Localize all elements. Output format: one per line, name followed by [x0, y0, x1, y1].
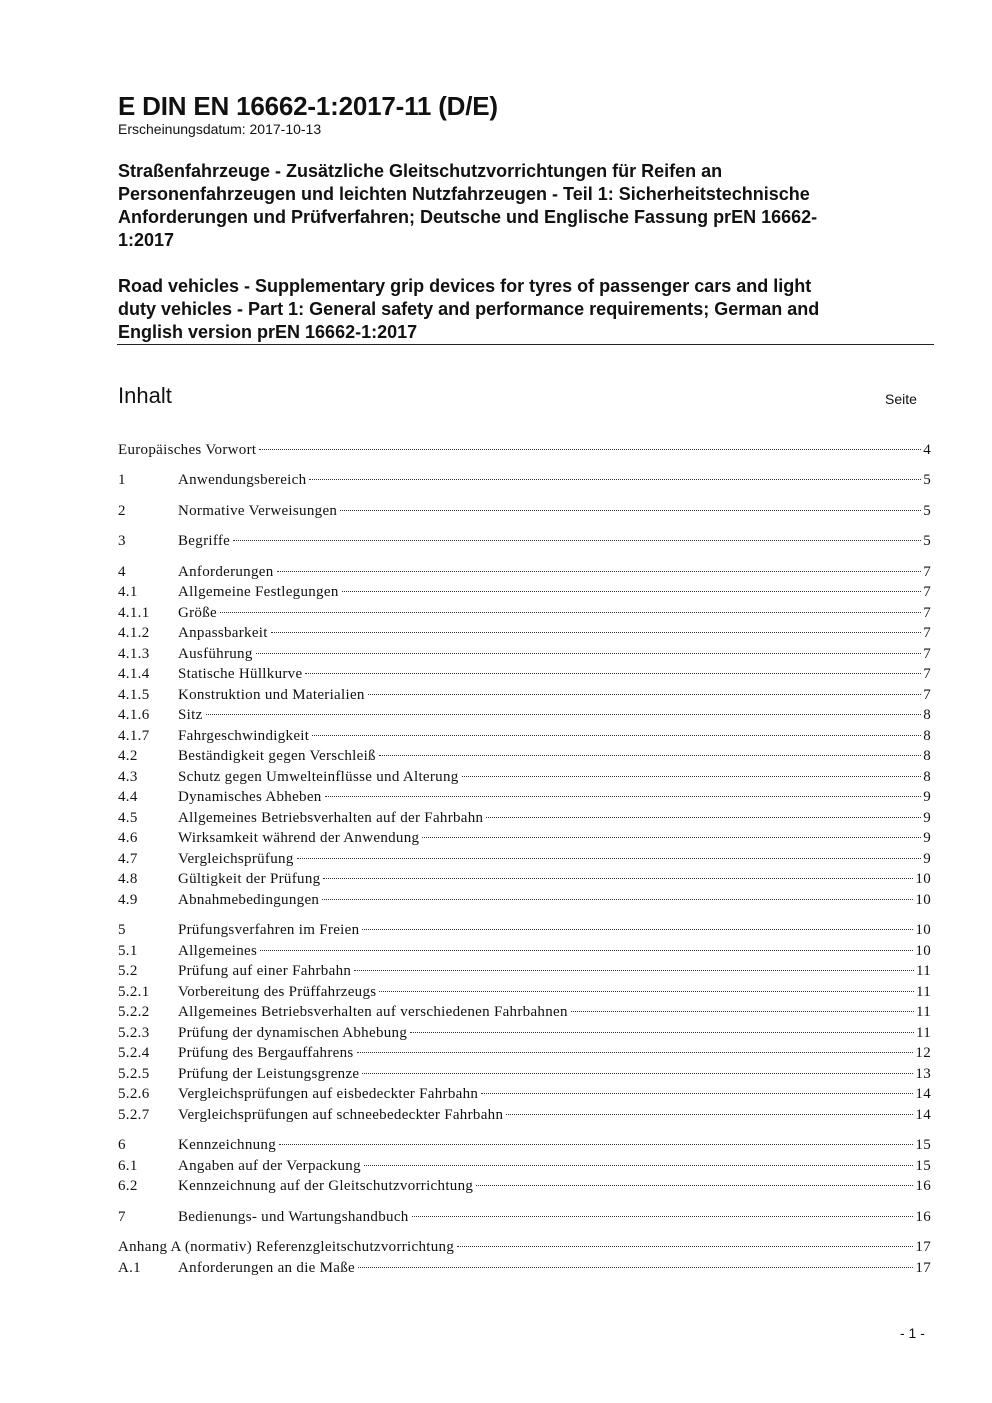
toc-dot-leader — [256, 653, 922, 654]
toc-entry-page: 8 — [923, 748, 931, 764]
toc-entry-page: 10 — [915, 922, 931, 938]
toc-entry[interactable] — [118, 920, 931, 940]
toc-entry[interactable] — [118, 501, 931, 521]
toc-entry-number: 3 — [118, 533, 126, 549]
toc-entry-title: Allgemeines — [178, 943, 258, 959]
toc-entry[interactable] — [118, 982, 931, 1002]
toc-entry-title: Prüfung des Bergauffahrens — [178, 1045, 354, 1061]
toc-entry-title: Größe — [178, 605, 217, 621]
toc-dot-leader — [412, 1216, 914, 1217]
toc-entry-number: 5.2.2 — [118, 1004, 150, 1020]
toc-entry-page: 7 — [923, 564, 931, 580]
toc-dot-leader — [259, 449, 921, 450]
toc-entry[interactable] — [118, 1023, 931, 1043]
toc-entry[interactable] — [118, 1258, 931, 1278]
toc-dot-leader — [260, 950, 913, 951]
german-title-line: Anforderungen und Prüfverfahren; Deutsche und Englische Fassung prEN 16662- — [118, 207, 818, 227]
toc-entry-number: 4.1.2 — [118, 625, 150, 641]
toc-entry-number: 4.9 — [118, 892, 138, 908]
toc-entry[interactable] — [118, 685, 931, 705]
toc-entry-title: Angaben auf der Verpackung — [178, 1158, 361, 1174]
toc-entry-number: 6.1 — [118, 1158, 138, 1174]
toc-dot-leader — [422, 837, 921, 838]
toc-entry[interactable] — [118, 828, 931, 848]
toc-dot-leader — [462, 776, 922, 777]
toc-dot-leader — [312, 735, 921, 736]
toc-entry-number: 4.4 — [118, 789, 138, 805]
toc-dot-leader — [362, 929, 913, 930]
english-title-line: duty vehicles - Part 1: General safety and performance requirements; German and — [118, 299, 820, 319]
toc-entry-number: 5.2.7 — [118, 1107, 150, 1123]
toc-entry-page: 10 — [915, 871, 931, 887]
toc-entry-page: 7 — [923, 666, 931, 682]
toc-dot-leader — [410, 1032, 914, 1033]
toc-entry-title: Statische Hüllkurve — [178, 666, 303, 682]
toc-entry-page: 9 — [923, 789, 931, 805]
toc-entry-title: Allgemeine Festlegungen — [178, 584, 339, 600]
toc-entry-title: Anwendungsbereich — [178, 472, 307, 488]
toc-entry[interactable] — [118, 562, 931, 582]
toc-entry-number: 5.2.4 — [118, 1045, 150, 1061]
toc-entry-number: 5.1 — [118, 943, 138, 959]
toc-entry-title: Ausführung — [178, 646, 253, 662]
toc-entry-page: 7 — [923, 687, 931, 703]
publication-date: Erscheinungsdatum: 2017-10-13 — [118, 121, 322, 137]
toc-entry-number: 5.2.3 — [118, 1025, 150, 1041]
toc-entry-title: Prüfungsverfahren im Freien — [178, 922, 360, 938]
toc-entry-title: Anforderungen — [178, 564, 274, 580]
toc-dot-leader — [486, 817, 921, 818]
toc-entry[interactable] — [118, 1084, 931, 1104]
toc-entry-page: 8 — [923, 769, 931, 785]
toc-entry[interactable] — [118, 869, 931, 889]
toc-dot-leader — [342, 591, 922, 592]
toc-entry-page: 12 — [915, 1045, 931, 1061]
toc-entry[interactable] — [118, 767, 931, 787]
toc-entry[interactable] — [118, 746, 931, 766]
toc-entry-page: 13 — [915, 1066, 931, 1082]
toc-entry-number: 5.2.1 — [118, 984, 150, 1000]
toc-entry-number: 1 — [118, 472, 126, 488]
toc-entry-number: 4.6 — [118, 830, 138, 846]
toc-dot-leader — [354, 970, 914, 971]
toc-entry-title: Vergleichsprüfungen auf schneebedeckter Fahrbahn — [178, 1107, 504, 1123]
toc-entry-title: Begriffe — [178, 533, 231, 549]
toc-entry[interactable] — [118, 1176, 931, 1196]
toc-dot-leader — [309, 479, 921, 480]
toc-entry-title: Abnahmebedingungen — [178, 892, 320, 908]
toc-entry-title: Bedienungs- und Wartungshandbuch — [178, 1209, 409, 1225]
toc-entry[interactable] — [118, 849, 931, 869]
toc-entry-page: 15 — [915, 1158, 931, 1174]
toc-dot-leader — [476, 1185, 913, 1186]
toc-entry-number: 5.2.6 — [118, 1086, 150, 1102]
toc-entry[interactable] — [118, 1064, 931, 1084]
toc-entry[interactable] — [118, 1135, 931, 1155]
toc-entry-title: Kennzeichnung auf der Gleitschutzvorrichtung — [178, 1178, 474, 1194]
toc-entry-title: Schutz gegen Umwelteinflüsse und Alterung — [178, 769, 459, 785]
toc-dot-leader — [325, 796, 922, 797]
toc-entry-title: Prüfung der dynamischen Abhebung — [178, 1025, 408, 1041]
german-title-line: Personenfahrzeugen und leichten Nutzfahrzeugen - Teil 1: Sicherheitstechnische — [118, 184, 810, 204]
toc-entry-title: Prüfung auf einer Fahrbahn — [178, 963, 352, 979]
toc-dot-leader — [379, 991, 914, 992]
toc-entry[interactable] — [118, 1043, 931, 1063]
toc-dot-leader — [368, 694, 921, 695]
toc-dot-leader — [364, 1165, 914, 1166]
toc-entry[interactable] — [118, 440, 931, 460]
toc-entry-number: 4.5 — [118, 810, 138, 826]
toc-entry-number: 4.1.1 — [118, 605, 150, 621]
toc-dot-leader — [323, 878, 913, 879]
toc-entry-number: 6 — [118, 1137, 126, 1153]
toc-entry-number: 4.8 — [118, 871, 138, 887]
toc-entry-title: Sitz — [178, 707, 203, 723]
toc-entry-page: 16 — [915, 1209, 931, 1225]
toc-entry[interactable] — [118, 1156, 931, 1176]
english-title-line: Road vehicles - Supplementary grip devices for tyres of passenger cars and light — [118, 276, 812, 296]
toc-dot-leader — [358, 1267, 913, 1268]
toc-entry-title: Vergleichsprüfung — [178, 851, 294, 867]
toc-entry-page: 15 — [915, 1137, 931, 1153]
toc-entry-page: 5 — [923, 533, 931, 549]
toc-dot-leader — [506, 1114, 913, 1115]
toc-dot-leader — [297, 858, 922, 859]
toc-entry-title: Wirksamkeit während der Anwendung — [178, 830, 420, 846]
toc-entry-page: 14 — [915, 1086, 931, 1102]
toc-entry[interactable] — [118, 1237, 931, 1257]
toc-entry[interactable] — [118, 1207, 931, 1227]
toc-page-column-heading: Seite — [885, 391, 917, 407]
toc-entry[interactable] — [118, 941, 931, 961]
toc-entry-page: 10 — [915, 943, 931, 959]
toc-entry-title: Gültigkeit der Prüfung — [178, 871, 321, 887]
toc-entry-title: Allgemeines Betriebsverhalten auf der Fahrbahn — [178, 810, 484, 826]
toc-entry-number: 5.2.5 — [118, 1066, 150, 1082]
toc-entry-page: 17 — [915, 1239, 931, 1255]
toc-dot-leader — [279, 1144, 913, 1145]
toc-dot-leader — [271, 632, 921, 633]
toc-entry-number: 4.1.7 — [118, 728, 150, 744]
toc-entry-page: 10 — [915, 892, 931, 908]
toc-entry[interactable] — [118, 961, 931, 981]
toc-entry[interactable] — [118, 623, 931, 643]
toc-entry-page: 7 — [923, 646, 931, 662]
toc-entry-page: 5 — [923, 472, 931, 488]
toc-entry-title: Dynamisches Abheben — [178, 789, 322, 805]
toc-dot-leader — [277, 571, 922, 572]
toc-entry-number: 4.1 — [118, 584, 138, 600]
toc-entry-number: 2 — [118, 503, 126, 519]
toc-entry-page: 8 — [923, 707, 931, 723]
toc-entry-number: 5 — [118, 922, 126, 938]
toc-entry-page: 11 — [915, 984, 931, 1000]
toc-entry-number: 4.7 — [118, 851, 138, 867]
toc-entry[interactable] — [118, 726, 931, 746]
toc-dot-leader — [322, 899, 913, 900]
toc-entry[interactable] — [118, 664, 931, 684]
toc-entry-title: Kennzeichnung — [178, 1137, 277, 1153]
toc-entry-page: 5 — [923, 503, 931, 519]
toc-entry-title: Normative Verweisungen — [178, 503, 338, 519]
document-id: E DIN EN 16662-1:2017-11 (D/E) — [118, 91, 498, 121]
toc-entry-number: 4 — [118, 564, 126, 580]
german-title-line: 1:2017 — [118, 230, 175, 250]
toc-entry-title: Anhang A (normativ) Referenzgleitschutzvorrichtung — [118, 1239, 455, 1255]
toc-entry[interactable] — [118, 582, 931, 602]
toc-entry[interactable] — [118, 808, 931, 828]
toc-entry-title: Anforderungen an die Maße — [178, 1260, 356, 1276]
toc-entry-number: 5.2 — [118, 963, 138, 979]
toc-entry-page: 9 — [923, 851, 931, 867]
toc-entry[interactable] — [118, 603, 931, 623]
toc-entry-title: Europäisches Vorwort — [118, 442, 257, 458]
toc-entry-page: 11 — [915, 963, 931, 979]
toc-dot-leader — [220, 612, 921, 613]
toc-entry-number: 4.1.4 — [118, 666, 150, 682]
toc-entry-title: Vorbereitung des Prüffahrzeugs — [178, 984, 377, 1000]
toc-entry-page: 11 — [915, 1004, 931, 1020]
toc-entry[interactable] — [118, 644, 931, 664]
toc-entry-number: A.1 — [118, 1260, 141, 1276]
toc-entry-number: 4.1.3 — [118, 646, 150, 662]
toc-dot-leader — [305, 673, 921, 674]
toc-heading: Inhalt — [118, 383, 172, 408]
toc-dot-leader — [481, 1093, 913, 1094]
toc-entry-page: 4 — [923, 442, 931, 458]
toc-entry-page: 7 — [923, 625, 931, 641]
toc-entry[interactable] — [118, 531, 931, 551]
toc-entry-title: Beständigkeit gegen Verschleiß — [178, 748, 376, 764]
english-title-line: English version prEN 16662-1:2017 — [118, 322, 418, 342]
toc-entry[interactable] — [118, 1105, 931, 1125]
toc-entry-number: 4.1.6 — [118, 707, 150, 723]
toc-entry-title: Konstruktion und Materialien — [178, 687, 365, 703]
toc-entry[interactable] — [118, 705, 931, 725]
toc-entry-title: Anpassbarkeit — [178, 625, 268, 641]
toc-dot-leader — [357, 1052, 914, 1053]
toc-entry-title: Vergleichsprüfungen auf eisbedeckter Fahrbahn — [178, 1086, 479, 1102]
toc-entry[interactable] — [118, 787, 931, 807]
german-title-line: Straßenfahrzeuge - Zusätzliche Gleitschutzvorrichtungen für Reifen an — [118, 161, 723, 181]
toc-entry-page: 16 — [915, 1178, 931, 1194]
toc-dot-leader — [233, 540, 921, 541]
toc-dot-leader — [571, 1011, 914, 1012]
toc-dot-leader — [379, 755, 921, 756]
toc-entry[interactable] — [118, 1002, 931, 1022]
toc-entry-page: 7 — [923, 605, 931, 621]
toc-entry-title: Fahrgeschwindigkeit — [178, 728, 310, 744]
toc-entry-page: 9 — [923, 810, 931, 826]
toc-entry-page: 7 — [923, 584, 931, 600]
toc-entry-title: Prüfung der Leistungsgrenze — [178, 1066, 360, 1082]
toc-entry-number: 7 — [118, 1209, 126, 1225]
page-number: - 1 - — [900, 1325, 925, 1341]
toc-entry-number: 4.3 — [118, 769, 138, 785]
toc-entry-page: 8 — [923, 728, 931, 744]
toc-dot-leader — [340, 510, 921, 511]
toc-dot-leader — [206, 714, 922, 715]
toc-dot-leader — [457, 1246, 913, 1247]
toc-entry-page: 9 — [923, 830, 931, 846]
toc-entry-number: 6.2 — [118, 1178, 138, 1194]
toc-dot-leader — [362, 1073, 913, 1074]
toc-entry[interactable] — [118, 890, 931, 910]
toc-entry-page: 11 — [915, 1025, 931, 1041]
toc-entry-page: 17 — [915, 1260, 931, 1276]
toc-entry-number: 4.2 — [118, 748, 138, 764]
toc-entry-title: Allgemeines Betriebsverhalten auf verschiedenen Fahrbahnen — [178, 1004, 568, 1020]
toc-entry-page: 14 — [915, 1107, 931, 1123]
toc-entry-number: 4.1.5 — [118, 687, 150, 703]
toc-entry[interactable] — [118, 470, 931, 490]
